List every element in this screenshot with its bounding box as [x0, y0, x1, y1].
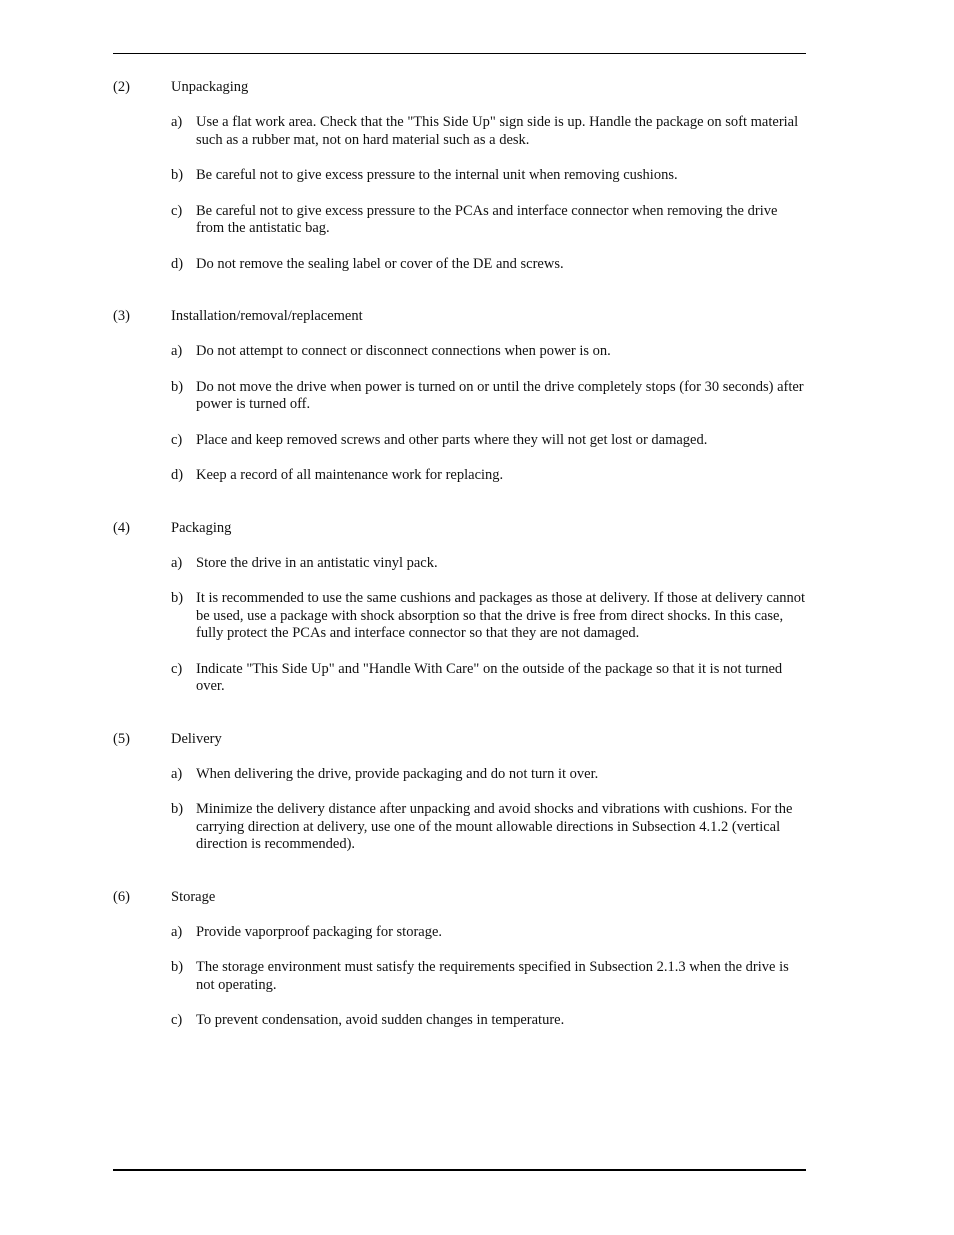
list-item: [171, 959, 806, 994]
item-text: Indicate "This Side Up" and "Handle With Care" on the outside of the package so that it is not turned over.: [196, 660, 783, 694]
section-heading: [113, 518, 806, 538]
section-number: (2): [113, 79, 130, 95]
list-item: [171, 343, 806, 361]
section-title: Packaging: [171, 519, 232, 536]
list-item: [171, 432, 806, 450]
section-heading: [113, 306, 806, 326]
header-rule: [113, 53, 806, 54]
section-heading: [113, 729, 806, 749]
footer-rule: [113, 1169, 806, 1171]
item-letter: b): [171, 590, 184, 606]
item-letter: b): [171, 801, 184, 817]
list-item: [171, 801, 806, 854]
section-title: Delivery: [171, 730, 222, 747]
section-installation: [113, 306, 806, 485]
item-letter: a): [171, 923, 183, 940]
list-item: [171, 167, 806, 185]
item-text: Do not remove the sealing label or cover of the DE and screws.: [196, 255, 564, 272]
item-letter: a): [171, 554, 183, 571]
item-text: Store the drive in an antistatic vinyl pack.: [196, 554, 438, 571]
item-letter: b): [171, 378, 184, 395]
list-item: [171, 924, 806, 942]
item-text: To prevent condensation, avoid sudden changes in temperature.: [196, 1012, 565, 1028]
page-content: [113, 77, 806, 1063]
item-text: The storage environment must satisfy the requirements specified in Subsection 2.1.3 when the drive is not operating.: [196, 959, 789, 993]
section-packaging: [113, 518, 806, 696]
section-title: Installation/removal/replacement: [171, 308, 363, 324]
section-storage: [113, 887, 806, 1030]
item-text: Do not attempt to connect or disconnect connections when power is on.: [196, 343, 611, 359]
item-text: Be careful not to give excess pressure to the internal unit when removing cushions.: [196, 167, 678, 183]
list-item: [171, 256, 806, 274]
item-text: Do not move the drive when power is turned on or until the drive completely stops (for 30 seconds) after power is turned off.: [196, 378, 804, 412]
item-letter: c): [171, 431, 183, 448]
item-letter: a): [171, 343, 183, 359]
list-item: [171, 590, 806, 643]
section-number: (3): [113, 308, 130, 324]
section-number: (5): [113, 730, 130, 747]
item-letter: d): [171, 467, 184, 483]
item-letter: b): [171, 167, 184, 183]
item-text: Minimize the delivery distance after unpacking and avoid shocks and vibrations with cushions. For the carrying direction at delivery, use one of the mount allowable directions in Subsection 4.1.2 (vertical direction is recommended).: [196, 801, 793, 852]
list-item: [171, 555, 806, 573]
section-delivery: [113, 729, 806, 854]
section-number: (6): [113, 888, 130, 905]
section-heading: [113, 887, 806, 907]
item-letter: c): [171, 202, 183, 219]
list-item: [171, 379, 806, 414]
section-title: Storage: [171, 888, 216, 905]
list-item: [171, 766, 806, 784]
list-item: [171, 1012, 806, 1030]
section-heading: [113, 77, 806, 97]
item-text: Be careful not to give excess pressure to the PCAs and interface connector when removing the drive from the antistatic bag.: [196, 202, 778, 236]
item-letter: d): [171, 255, 184, 272]
section-unpackaging: [113, 77, 806, 273]
item-letter: c): [171, 1012, 183, 1028]
item-text: It is recommended to use the same cushions and packages as those at delivery. If those at delivery cannot be used, use a package with shock absorption so that the drive is free from direct shocks. In this case, fully protect the PCAs and interface connector so that they are not damaged.: [196, 590, 806, 641]
section-number: (4): [113, 519, 130, 536]
item-text: Keep a record of all maintenance work for replacing.: [196, 467, 504, 483]
item-letter: a): [171, 765, 183, 782]
section-title: Unpackaging: [171, 79, 249, 95]
item-letter: c): [171, 660, 183, 677]
item-text: Use a flat work area. Check that the "This Side Up" sign side is up. Handle the package on soft material such as a rubber mat, not on hard material such as a desk.: [196, 114, 799, 148]
list-item: [171, 114, 806, 149]
item-letter: b): [171, 959, 184, 975]
list-item: [171, 203, 806, 238]
item-text: Provide vaporproof packaging for storage.: [196, 923, 443, 940]
list-item: [171, 661, 806, 696]
item-text: When delivering the drive, provide packaging and do not turn it over.: [196, 765, 599, 782]
item-letter: a): [171, 114, 183, 130]
list-item: [171, 467, 806, 485]
item-text: Place and keep removed screws and other parts where they will not get lost or damaged.: [196, 431, 708, 448]
